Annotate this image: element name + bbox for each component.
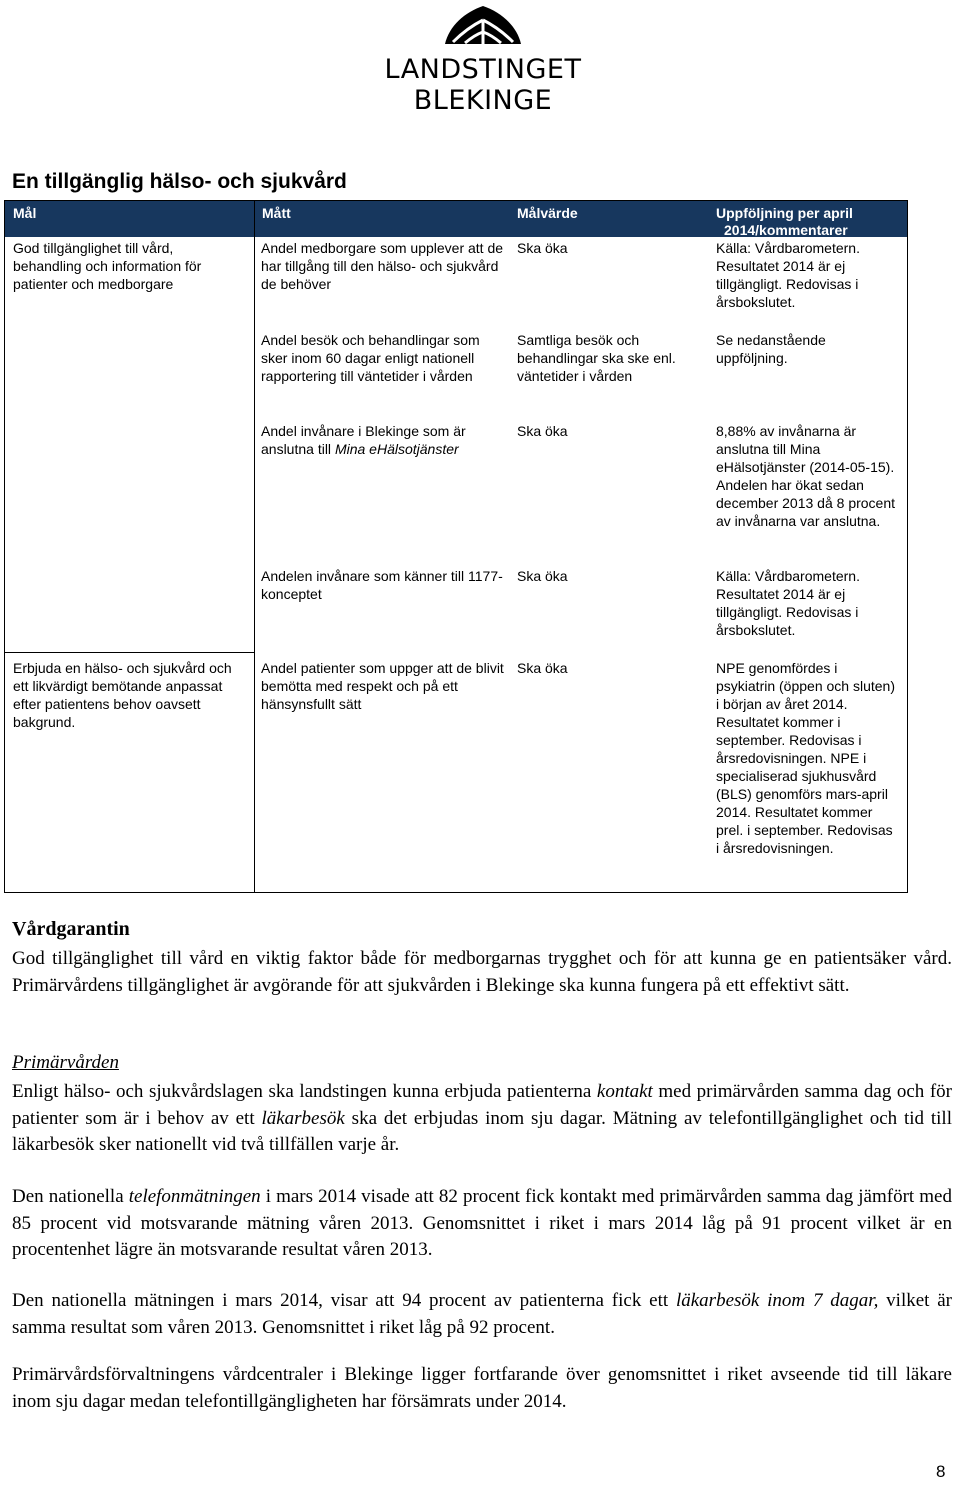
goal-text: Erbjuda en hälso- och sjukvård och ett likvärdigt bemötande anpassat efter patientens behov oavsett bakgrund. <box>13 660 232 730</box>
followup-text: Se nedanstående uppföljning. <box>716 332 826 366</box>
target-text: Ska öka <box>517 240 568 256</box>
measure-text-italic: Mina eHälsotjänster <box>334 441 459 457</box>
primarvarden-paragraph-4: Primärvårdsförvaltningens vårdcentraler i Blekinge ligger fortfarande över genomsnittet i riket avseende tid till läkare inom sju dagar medan telefontillgängligheten har försämrats under 2014. <box>12 1364 952 1412</box>
target-text: Ska öka <box>517 660 568 676</box>
primarvarden-heading: Primärvården <box>12 1052 119 1073</box>
header-malvarde: Målvärde <box>517 205 578 221</box>
text-run: med primärvården samma dag och för patienter som är i behov av ett <box>12 1081 952 1129</box>
text-run: i mars 2014 visade att 82 procent fick kontakt med primärvården samma dag jämfört med 85 procent vid motsvarande mätning våren 2013. Genomsnittet i riket i mars 2014 låg på 91 procent vilket är en procentenhet lägre än motsvarande resultat våren 2013. <box>12 1186 952 1260</box>
vardgarantin-paragraph: God tillgänglighet till vård en viktig faktor både för medborgarnas trygghet och för att kunna ge en patientsäker vård. Primärvårdens tillgänglighet är avgörande för att sjukvården i Blekinge ska kunna fungera på ett effektivt sätt. <box>12 948 952 996</box>
header-uppfoljning-line2: 2014/kommentarer <box>724 222 848 238</box>
measure-text: Andel besök och behandlingar som sker inom 60 dagar enligt nationell rapportering till väntetider i vården <box>261 332 480 384</box>
landstinget-blekinge-logo <box>318 4 648 116</box>
followup-text: NPE genomfördes i psykiatrin (öppen och sluten) i början av året 2014. Resultatet kommer i september. Redovisas i årsredovisningen. NPE i specialiserad sjukhusvård (BLS) genomförs mars-april 2014. Resultatet kommer prel. i september. Redovisas i årsredovisningen. <box>716 660 895 856</box>
row-divider <box>5 652 254 653</box>
target-text: Ska öka <box>517 423 568 439</box>
target-text: Ska öka <box>517 568 568 584</box>
text-run: ska det erbjudas inom sju dagar. Mätning av telefontillgänglighet och tid till läkarbesök sker nationellt vid två tillfällen varje år. <box>12 1107 952 1155</box>
column-divider <box>254 201 255 892</box>
logo-text: LANDSTINGET BLEKINGE <box>384 54 582 116</box>
primarvarden-paragraph-3 <box>12 1288 952 1341</box>
followup-text: 8,88% av invånarna är anslutna till Mina eHälsotjänster (2014-05-15). Andelen har ökat sedan december 2013 då 8 procent av invånarna var anslutna. <box>716 423 896 529</box>
measure-text: Andel patienter som uppger att de blivit bemötta med respekt och på ett hänsynsfullt sätt <box>261 660 504 712</box>
text-run: Enligt hälso- och sjukvårdslagen ska landstingen kunna erbjuda patienterna <box>12 1081 597 1102</box>
measure-text <box>261 422 505 458</box>
text-run: vilket är samma resultat som våren 2013. Genomsnittet i riket låg på 92 procent. <box>12 1290 953 1338</box>
header-mal: Mål <box>13 205 37 221</box>
followup-text: Källa: Vårdbarometern. Resultatet 2014 är ej tillgängligt. Redovisas i årsbokslutet. <box>716 568 860 638</box>
page-number: 8 <box>936 1462 946 1481</box>
header-matt: Mått <box>262 205 291 221</box>
table-header-row <box>5 201 907 237</box>
measure-text-prefix: Andel invånare i Blekinge som är anslutna till <box>261 423 466 457</box>
primarvarden-paragraph-1 <box>12 1079 952 1159</box>
goals-table <box>4 200 908 893</box>
vardgarantin-heading: Vårdgarantin <box>12 918 130 940</box>
text-run-italic: läkarbesök <box>261 1107 345 1129</box>
header-uppfoljning <box>716 205 853 239</box>
primarvarden-paragraph-2 <box>12 1184 952 1264</box>
target-text: Samtliga besök och behandlingar ska ske enl. väntetider i vården <box>517 332 676 384</box>
header-uppfoljning-line1: Uppföljning per april <box>716 205 853 221</box>
section-title: En tillgänglig hälso- och sjukvård <box>12 170 347 193</box>
text-run-italic: telefonmätningen <box>128 1186 261 1207</box>
text-run-italic: läkarbesök inom 7 dagar, <box>675 1290 879 1311</box>
followup-text: Källa: Vårdbarometern. Resultatet 2014 är ej tillgängligt. Redovisas i årsbokslutet. <box>716 240 860 310</box>
goal-text: God tillgänglighet till vård, behandling och information för patienter och medborgare <box>13 240 202 292</box>
text-run: Den nationella <box>12 1186 129 1207</box>
measure-text: Andelen invånare som känner till 1177-konceptet <box>261 568 503 602</box>
text-run-italic: kontakt <box>596 1081 653 1102</box>
crown-emblem-icon <box>435 4 531 48</box>
text-run: Den nationella mätningen i mars 2014, visar att 94 procent av patienterna fick ett <box>12 1290 676 1311</box>
measure-text: Andel medborgare som upplever att de har tillgång till den hälso- och sjukvård de behöver <box>261 240 504 292</box>
